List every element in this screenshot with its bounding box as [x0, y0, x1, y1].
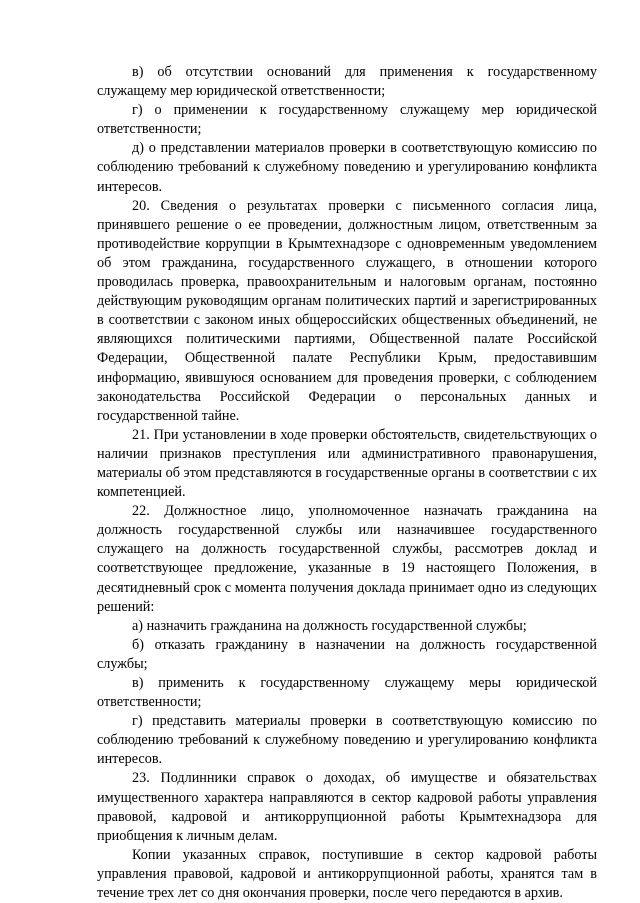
paragraph-21: 21. При установлении в ходе проверки обстоятельств, свидетельствующих о наличии признаков преступления или административного правонарушения, материалы об этом представляются в государственные органы в соответствии с их компетенцией.: [97, 426, 597, 501]
paragraph-item-d-commission: д) о представлении материалов проверки в соответствующую комиссию по соблюдению требований к служебному поведению и урегулированию конфликта интересов.: [97, 140, 597, 195]
paragraph-20: 20. Сведения о результатах проверки с письменного согласия лица, принявшего решение о ее проведении, должностным лицом, ответственным за противодействие коррупции в Крымтехнадзоре с одновременным уведомлением об этом гражданина, государственного служащего, в отношении которого проводилась проверка, правоохранительным и налоговым органам, постоянно действующим руководящим органам политических партий и зарегистрированных в соответствии с законом иных общероссийских общественных объединений, не являющихся политическими партиями, Общественной палате Российской Федерации, Общественной палате Республики Крым, предоставившим информацию, явившуюся основанием для проведения проверки, с соблюдением законодательства Российской Федерации о персональных данных и государственной тайне.: [97, 197, 597, 424]
paragraph-item-b-refuse: б) отказать гражданину в назначении на должность государственной службы;: [97, 636, 597, 672]
paragraph-22: 22. Должностное лицо, уполномоченное назначать гражданина на должность государственной службы или назначившее государственного служащего на должность государственной службы, рассмотрев доклад и соответствующее предложение, указанные в 19 настоящего Положения, в десятидневный срок с момента получения доклада принимает одно из следующих решений:: [97, 503, 597, 615]
paragraph-copies-archive: Копии указанных справок, поступившие в сектор кадровой работы управления правовой, кадровой и антикоррупционной работы, хранятся там в течение трех лет со дня окончания проверки, после чего передаются в архив.: [97, 846, 597, 902]
paragraph-item-a-appoint: а) назначить гражданина на должность государственной службы;: [132, 617, 527, 634]
paragraph-item-v-apply-measures: в) применить к государственному служащему меры юридической ответственности;: [97, 675, 597, 711]
document-page: [97, 63, 597, 903]
paragraph-item-g-apply-measures: г) о применении к государственному служащему мер юридической ответственности;: [97, 102, 597, 138]
paragraph-item-g-commission: г) представить материалы проверки в соответствующую комиссию по соблюдению требований к служебному поведению и урегулированию конфликта интересов.: [97, 713, 597, 768]
paragraph-23: 23. Подлинники справок о доходах, об имуществе и обязательствах имущественного характера направляются в сектор кадровой работы управления правовой, кадровой и антикоррупционной работы Крымтехнадзора для приобщения к личным делам.: [97, 770, 597, 844]
paragraph-item-v-no-grounds: в) об отсутствии оснований для применения к государственному служащему мер юридической ответственности;: [97, 64, 597, 100]
